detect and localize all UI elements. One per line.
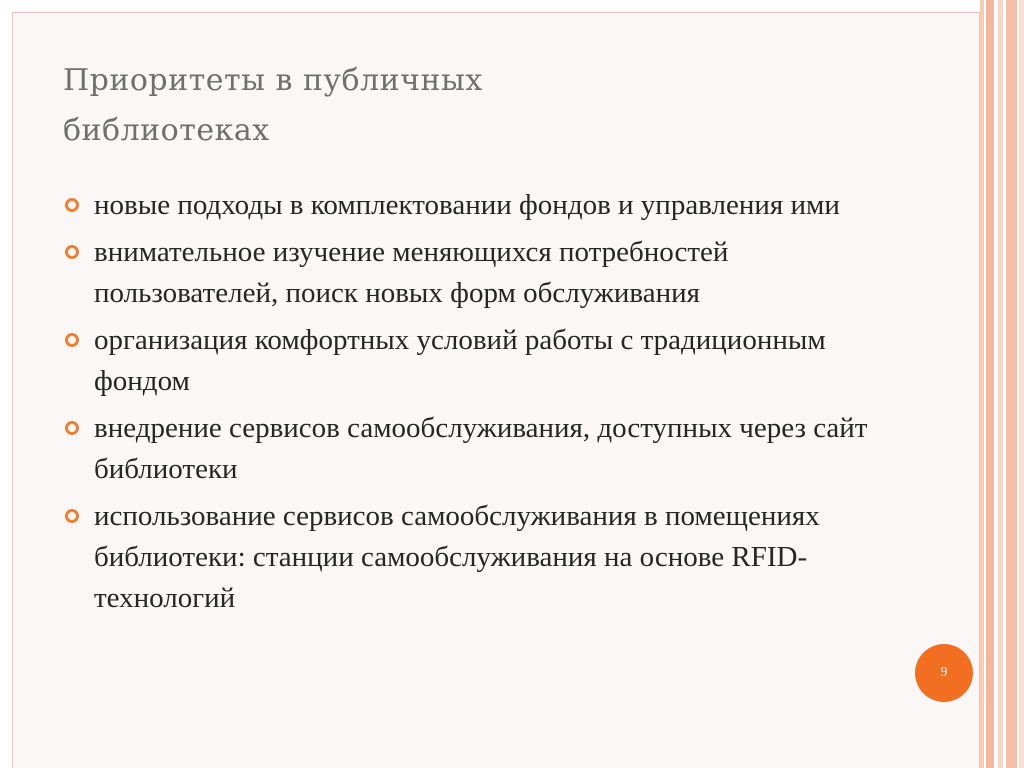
slide-title-line2: библиотеках — [63, 113, 270, 148]
ring-bullet-icon — [65, 333, 79, 347]
stripe — [986, 0, 994, 768]
decorative-stripes — [980, 0, 1024, 768]
bullet-item — [64, 408, 894, 490]
bullet-text: внимательное изучение меняющихся потребностей пользователей, поиск новых форм обслуживания — [94, 236, 729, 309]
slide-title-line1: Приоритеты в публичных — [63, 63, 483, 98]
stripe — [1019, 0, 1024, 768]
bullet-text: внедрение сервисов самообслуживания, доступных через сайт библиотеки — [94, 412, 868, 485]
bullet-item — [64, 320, 894, 402]
stripe — [980, 0, 984, 768]
slide-title — [63, 56, 923, 156]
ring-bullet-icon — [65, 421, 79, 435]
bullet-item — [64, 496, 894, 619]
bullet-text: организация комфортных условий работы с традиционным фондом — [94, 324, 826, 397]
bullet-text: использование сервисов самообслуживания в помещениях библиотеки: станции самообслуживания на основе RFID-технологий — [94, 500, 820, 614]
ring-bullet-icon — [65, 509, 79, 523]
bullet-item — [64, 185, 894, 226]
page-number-badge — [915, 644, 973, 702]
ring-bullet-icon — [65, 245, 79, 259]
bullet-list — [64, 185, 894, 625]
bullet-item — [64, 232, 894, 314]
page-number: 9 — [940, 665, 948, 680]
stripe — [998, 0, 1003, 768]
bullet-text: новые подходы в комплектовании фондов и управления ими — [94, 189, 840, 221]
ring-bullet-icon — [65, 198, 79, 212]
stripe — [1006, 0, 1017, 768]
